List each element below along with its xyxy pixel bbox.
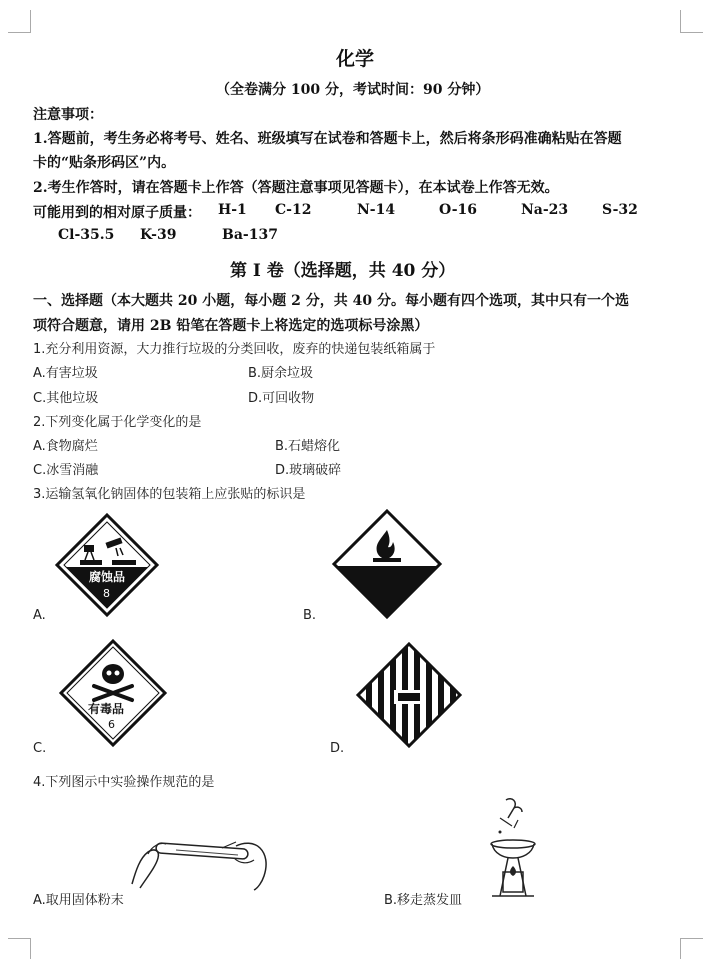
question-3-option-d: D. (330, 741, 345, 756)
mass-h: H-1 (218, 202, 247, 218)
question-1-option-d: D.可回收物 (248, 391, 315, 406)
crop-mark-top-right-h (680, 32, 703, 33)
question-3-option-a: A. (33, 608, 46, 623)
toxic-sign-icon (58, 638, 168, 748)
question-2-option-c: C.冰雪消融 (33, 463, 99, 478)
note-1-line-1: 1.答题前，考生务必将考号、姓名、班级填写在试卷和答题卡上，然后将条形码准确粘贴在答题 (33, 131, 622, 147)
crop-mark-bottom-left-v (30, 938, 31, 959)
mass-o: O-16 (439, 202, 478, 218)
corrosive-sign-number: 8 (103, 587, 110, 600)
question-4-stem: 4.下列图示中实验操作规范的是 (33, 775, 215, 790)
question-1-option-a: A.有害垃圾 (33, 366, 98, 381)
mass-cl: Cl-35.5 (58, 227, 115, 243)
section-instructions-line-2: 项符合题意，请用 2B 铅笔在答题卡上将选定的选项标号涂黑） (33, 318, 429, 334)
crop-mark-bottom-right-v (680, 938, 681, 959)
note-2: 2.考生作答时，请在答题卡上作答（答题注意事项见答题卡），在本试卷上作答无效。 (33, 180, 559, 196)
question-1-option-b: B.厨余垃圾 (248, 366, 314, 381)
mass-k: K-39 (140, 227, 177, 243)
toxic-sign-label: 有毒品 (88, 702, 125, 716)
section-title: 第 I 卷（选择题，共 40 分） (230, 261, 456, 281)
crop-mark-top-left-h (8, 32, 31, 33)
masses-label: 可能用到的相对原子质量： (33, 205, 201, 221)
crop-mark-bottom-right-h (680, 938, 703, 939)
miscellaneous-hazard-sign-icon (354, 640, 464, 750)
question-1-option-c: C.其他垃圾 (33, 391, 99, 406)
evaporating-dish-illustration (478, 796, 548, 902)
mass-c: C-12 (275, 202, 312, 218)
mass-na: Na-23 (521, 202, 569, 218)
question-2-stem: 2.下列变化属于化学变化的是 (33, 415, 202, 430)
note-1-line-2: 卡的“贴条形码区”内。 (33, 155, 176, 171)
notes-heading: 注意事项： (33, 107, 103, 123)
exam-subtitle: （全卷满分 100 分，考试时间：90 分钟） (216, 82, 490, 98)
question-4-option-a: A.取用固体粉末 (33, 893, 124, 908)
flammable-sign-icon (331, 508, 443, 620)
question-1-stem: 1.充分利用资源，大力推行垃圾的分类回收，废弃的快递包装纸箱属于 (33, 342, 436, 357)
mass-ba: Ba-137 (222, 227, 278, 243)
question-2-option-d: D.玻璃破碎 (275, 463, 342, 478)
crop-mark-top-left-v (30, 10, 31, 32)
mass-n: N-14 (357, 202, 396, 218)
question-2-option-a: A.食物腐烂 (33, 439, 98, 454)
question-2-option-b: B.石蜡熔化 (275, 439, 341, 454)
crop-mark-top-right-v (680, 10, 681, 32)
toxic-sign-number: 6 (108, 718, 115, 731)
question-4-option-b: B.移走蒸发皿 (384, 893, 463, 908)
question-3-option-c: C. (33, 741, 47, 756)
test-tube-powder-illustration (126, 824, 276, 894)
mass-s: S-32 (602, 202, 638, 218)
question-3-option-b: B. (303, 608, 317, 623)
crop-mark-bottom-left-h (8, 938, 31, 939)
section-instructions-line-1: 一、选择题（本大题共 20 小题，每小题 2 分，共 40 分。每小题有四个选项，其中只有一个选 (33, 293, 629, 309)
question-3-stem: 3.运输氢氧化钠固体的包装箱上应张贴的标识是 (33, 487, 306, 502)
corrosive-sign-icon (54, 512, 160, 618)
corrosive-sign-label: 腐蚀品 (89, 570, 126, 584)
page-title: 化学 (336, 48, 375, 70)
